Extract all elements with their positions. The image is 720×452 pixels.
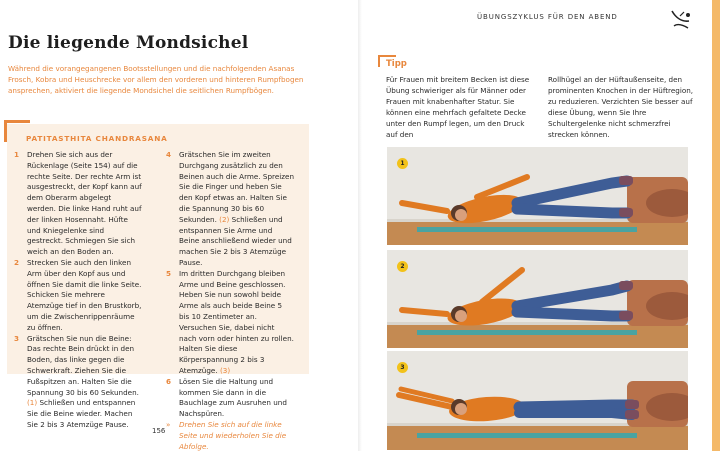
bullet-icon: » xyxy=(166,419,171,429)
tip-text-column-2: Rollhügel an der Hüftaußenseite, den prominenten Knochen in der Hüftregion, zu reduzieren. Verzichten Sie besser auf diese Übung, wenn Sie Ihre Schultergelenke nicht schmerzfrei strecken können. xyxy=(548,75,694,139)
pose-illustration-2 xyxy=(387,250,688,348)
step-4 xyxy=(166,150,294,269)
step-2 xyxy=(14,258,142,334)
photo-badge: 1 xyxy=(397,158,408,169)
step-text: Strecken Sie auch den linken Arm über den Kopf aus und öffnen Sie damit die linke Seite. Schicken Sie mehrere Atemzüge tief in den Brustkorb, um die Zwischenrippenräume zu öffnen. xyxy=(27,257,142,332)
step-text: Grätschen Sie nun die Beine: Das rechte Bein drückt in den Boden, das linke gegen die Schwerkraft. Ziehen Sie die Fußspitzen an. Halten Sie die Spannung 30 bis 60 Sekunden. (1) Schließen und entspannen Sie die Beine wieder. Machen Sie 2 bis 3 Atemzüge Pause. xyxy=(27,333,139,429)
page-spine xyxy=(358,0,362,451)
steps-column-right xyxy=(166,150,294,452)
step-text: Lösen Sie die Haltung und kommen Sie dann in die Bauchlage zum Ausruhen und Nachspüren. xyxy=(179,376,287,419)
pose-illustration-1 xyxy=(387,147,688,245)
page-number: 156 xyxy=(152,427,166,435)
tip-title: Tipp xyxy=(386,59,407,69)
step-text: Grätschen Sie im zweiten Durchgang zusätzlich zu den Beinen auch die Arme. Spreizen Sie die Finger und heben Sie den Kopf etwas an. Halten Sie die Spannung 30 bis 60 Sekunden. (2) Schließen und entspannen Sie Arme und Beine anschließend wieder und machen Sie 2 bis 3 Atemzüge Pause. xyxy=(179,150,295,267)
step-number: 5 xyxy=(166,268,172,278)
step-6 xyxy=(166,377,294,420)
moon-pose-icon xyxy=(668,8,692,30)
page-title: Die liegende Mondsichel xyxy=(8,33,249,53)
asana-title: PATITASTHITA CHANDRASANA xyxy=(26,134,168,143)
step-text: Drehen Sie sich aus der Rückenlage (Seite 154) auf die rechte Seite. Der rechte Arm ist ausgestreckt, der Kopf kann auf dem Oberarm abgelegt werden. Die linke Hand ruht auf der linken Hosennaht. Hüfte und Kniegelenke sind gestreckt. Schmiegen Sie sich weich an den Boden an. xyxy=(27,150,142,257)
step-5 xyxy=(166,269,294,377)
tip-corner-mark xyxy=(378,55,396,57)
step-text: Im dritten Durchgang bleiben Arme und Beine geschlossen. Heben Sie nun sowohl beide Arme als auch beide Beine 5 bis 10 Zentimeter an. Versuchen Sie, dabei nicht nach vorn oder hinten zu rollen. Halten Sie diese Körperspannung 2 bis 3 Atemzüge. (3) xyxy=(179,268,294,375)
page-edge-strip xyxy=(712,0,720,451)
running-head: ÜBUNGSZYKLUS FÜR DEN ABEND xyxy=(477,13,618,21)
photo-reference: (2) xyxy=(219,214,230,224)
tip-text-column-1: Für Frauen mit breitem Becken ist diese Übung schwieriger als für Männer oder Frauen mit knabenhafter Statur. Sie können eine mehrfach gefaltete Decke unter den Rumpf legen, um den Druck auf den xyxy=(386,75,530,139)
tip-corner-mark-vertical xyxy=(378,55,380,67)
final-note-text: Drehen Sie sich auf die linke Seite und wiederholen Sie die Abfolge. xyxy=(179,419,287,451)
step-1 xyxy=(14,150,142,258)
pose-illustration-3 xyxy=(387,351,688,450)
final-note xyxy=(166,420,294,452)
step-number: 1 xyxy=(14,150,20,159)
photo-reference: (3) xyxy=(219,365,231,375)
pose-photo-3 xyxy=(387,351,688,450)
step-3 xyxy=(14,334,142,431)
steps-column-left xyxy=(14,150,142,431)
pose-photo-1 xyxy=(387,147,688,245)
step-number: 3 xyxy=(14,333,20,343)
box-corner-mark-vertical xyxy=(4,120,7,142)
step-number: 4 xyxy=(166,150,172,159)
intro-paragraph: Während die vorangegangenen Bootsstellungen und die nachfolgenden Asanas Frosch, Kobra und Heuschrecke vor allem den vorderen und hinteren Rumpfbogen ansprechen, aktiviert die liegende Mondsichel die seitlichen Rumpfbögen. xyxy=(8,64,304,95)
photo-badge: 3 xyxy=(397,362,408,373)
step-number: 2 xyxy=(14,257,20,267)
step-number: 6 xyxy=(166,376,172,386)
photo-reference: (1) xyxy=(27,398,38,408)
box-corner-mark xyxy=(4,120,30,123)
photo-badge: 2 xyxy=(397,261,408,272)
pose-photo-2 xyxy=(387,250,688,348)
